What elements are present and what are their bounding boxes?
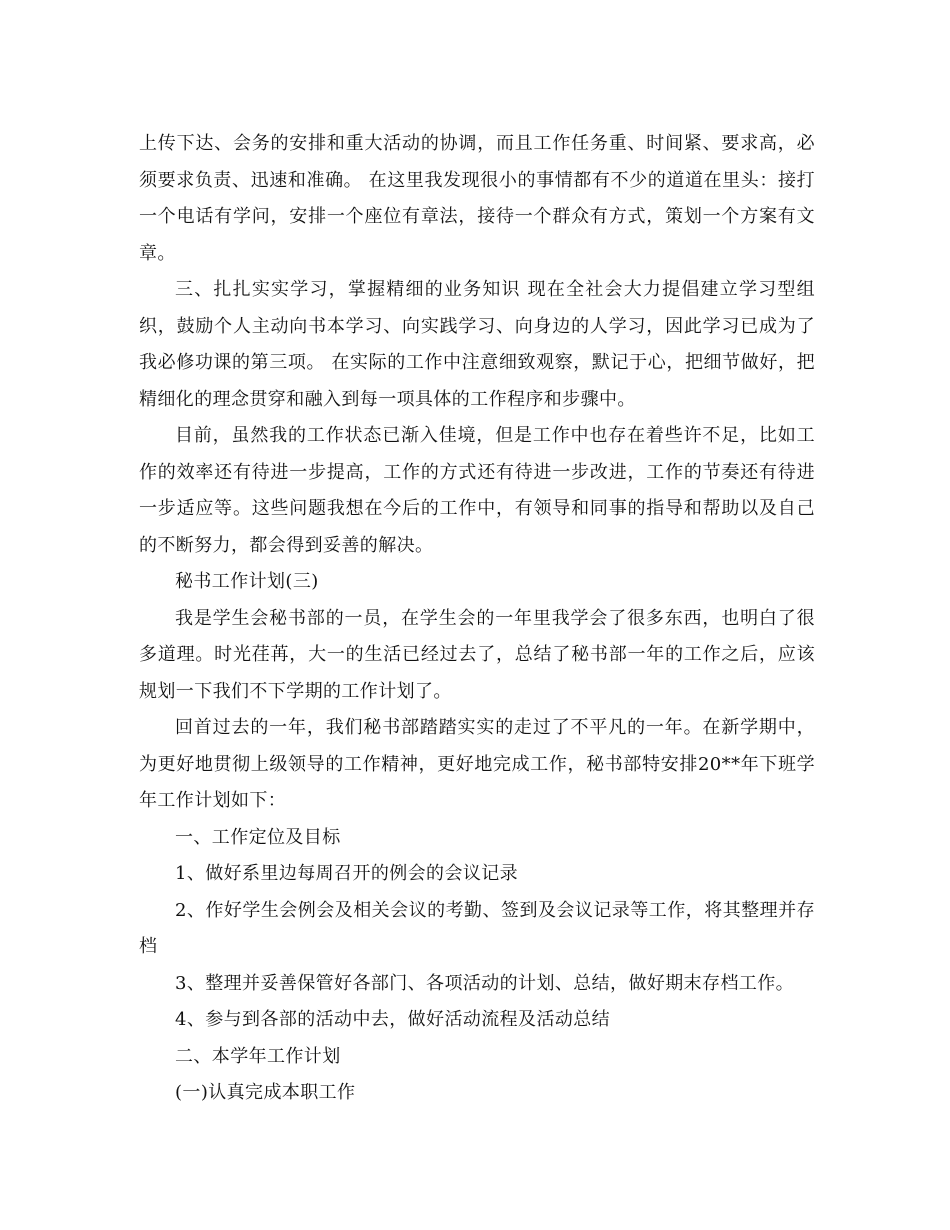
document-body: [139, 126, 815, 1112]
list-heading: 二、本学年工作计划: [175, 1045, 341, 1067]
paragraph: 三、扎扎实实学习，掌握精细的业务知识 现在全社会大力提倡建立学习型组织，鼓励个人主动向书本学习、向实践学习、向身边的人学习，因此学习已成为了我必修功课的第三项。 在实际的工作中注意细致观察，默记于心，把细节做好，把精细化的理念贯穿和融入到每一项具体的工作程序和步骤中。: [139, 279, 815, 410]
paragraph: 上传下达、会务的安排和重大活动的协调，而且工作任务重、时间紧、要求高，必须要求负责、迅速和准确。 在这里我发现很小的事情都有不少的道道在里头：接打一个电话有学问，安排一个座位有章法，接待一个群众有方式，策划一个方案有文章。: [139, 133, 815, 264]
list-item: 2、作好学生会例会及相关会议的考勤、签到及会议记录等工作，将其整理并存档: [139, 899, 815, 957]
list-item: 1、做好系里边每周召开的例会的会议记录: [175, 863, 519, 884]
list-item: 4、参与到各部的活动中去，做好活动流程及活动总结: [175, 1009, 611, 1030]
paragraph: 目前，虽然我的工作状态已渐入佳境，但是工作中也存在着些许不足，比如工作的效率还有待进一步提高，工作的方式还有待进一步改进，工作的节奏还有待进一步适应等。这些问题我想在今后的工作中，有领导和同事的指导和帮助以及自己的不断努力，都会得到妥善的解决。: [139, 425, 815, 556]
list-heading: 一、工作定位及目标: [175, 826, 341, 848]
sub-heading: (一)认真完成本职工作: [175, 1082, 356, 1103]
paragraph: 回首过去的一年，我们秘书部踏踏实实的走过了不平凡的一年。在新学期中，为更好地贯彻上级领导的工作精神，更好地完成工作，秘书部特安排20**年下班学年工作计划如下：: [139, 717, 815, 811]
paragraph: 我是学生会秘书部的一员，在学生会的一年里我学会了很多东西，也明白了很多道理。时光荏苒，大一的生活已经过去了，总结了秘书部一年的工作之后，应该规划一下我们不下学期的工作计划了。: [139, 607, 815, 702]
list-item: 3、整理并妥善保管好各部门、各项活动的计划、总结，做好期末存档工作。: [175, 972, 795, 994]
section-heading: 秘书工作计划(三): [175, 571, 319, 592]
